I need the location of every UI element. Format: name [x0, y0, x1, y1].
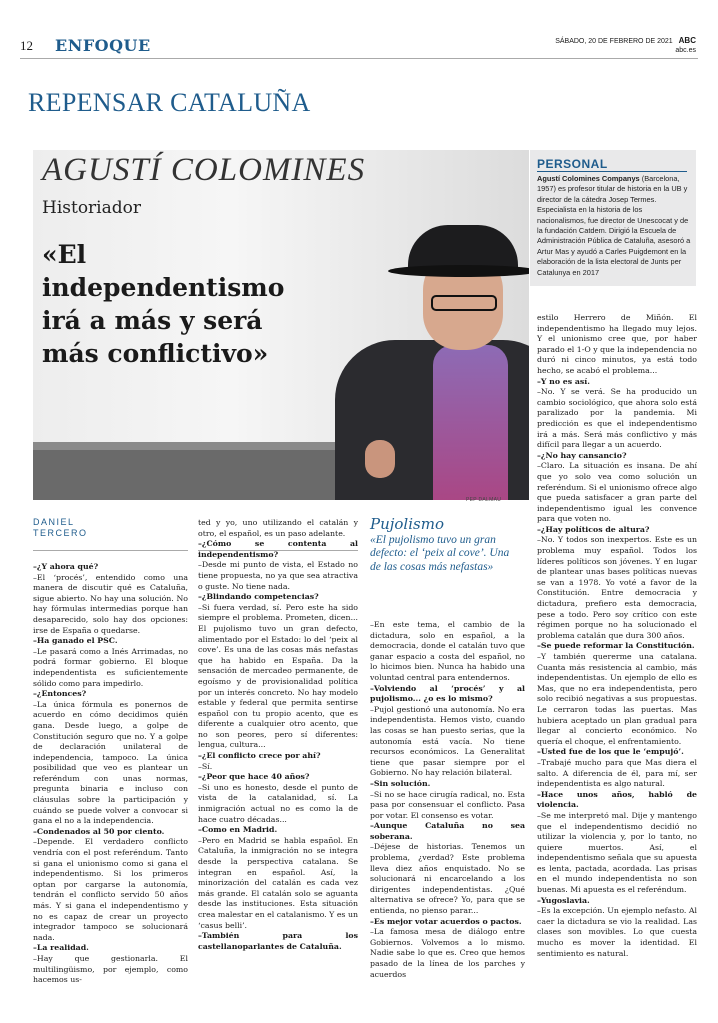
interview-question: –Es mejor votar acuerdos o pactos.	[370, 916, 522, 926]
interview-answer: –Es la excepción. Un ejemplo nefasto. Al caer la dictadura se vio la realidad. Las clases son movibles. Lo que cuesta mucho es mover la identidad. El sentimiento es natural.	[537, 906, 697, 958]
interview-answer: –Desde mi punto de vista, el Estado no tiene propuesta, no ya que sea atractiva o guste. No tiene nada.	[198, 560, 358, 591]
interview-answer: –Depende. El verdadero conflicto vendría con el post referéndum. Tanto si gana el unionismo como si gana el independentismo. Si los primeros optan por cargarse la autonomía, tendrán el conflicto servido 50 años más. Y si gana el independentismo y no es capaz de crear un proyecto integrador tampoco se solucionará nada.	[33, 837, 188, 942]
interview-question: –¿No hay cansancio?	[537, 450, 627, 460]
interview-answer: –La famosa mesa de diálogo entre Gobiernos. Volvemos a lo mismo. Nadie sabe lo que es. Creo que hemos pasado de la línea de los parches y acuerdos	[370, 927, 525, 979]
interview-question: –Como en Madrid.	[198, 825, 278, 835]
pullquote-title: Pujolismo	[370, 515, 444, 533]
interview-question: –¿Cómo se contenta al independentismo?	[198, 539, 358, 559]
interview-answer: –El ‘procés’, entendido como una manera de discutir qué es Cataluña, sigue abierto. No hay una solución. No hay fórmulas intermedias porque han desaparecido, solo hay dos opciones: irse de España o quedarse.	[33, 572, 188, 635]
author-last-name: TERCERO	[33, 528, 88, 538]
photo-credit: PEP DALMAU	[466, 497, 502, 503]
interview-question: –Aunque Cataluña no sea soberana.	[370, 821, 525, 841]
byline-divider	[33, 550, 188, 551]
interview-question: –¿Peor que hace 40 años?	[198, 772, 310, 782]
interview-answer: –Pujol gestionó una autonomía. No era independentista. Hemos visto, cuando las cosas se han puesto serias, que la autonomía está vacía. No tiene recursos económicos. La Generalitat tiene que pasar siempre por el Gobierno. No hay relación bilateral.	[370, 704, 525, 778]
interview-question: –¿Entonces?	[33, 689, 87, 699]
article-column-1	[33, 562, 188, 986]
author-first-name: DANIEL	[33, 517, 75, 527]
interview-answer: –Le pasará como a Inés Arrimadas, no podrá formar gobierno. El bloque independentista es suficientemente sólido como para impedirlo.	[33, 646, 188, 688]
profile-bio: (Barcelona, 1957) es profesor titular de historia en la UB y director de la cátedra Josep Termes. Especialista en la historia de los nacionalismos, fue director de Unescocat y de la fundación Catdem. Dirigió la Escuela de Administración Pública de Cataluña, asesoró a Artur Mas y ayudó a Carles Puigdemont en la elaboración de la lista electoral de Junts per Catalunya en 2017	[537, 174, 691, 277]
interview-answer: –Déjese de historias. Tenemos un problema, ¿verdad? Este problema lleva diez años enquistado. No se solucionará ni encarcelando a los dirigentes independentistas. ¿Qué alternativa se ofrece? Yo, para que se entienda, no pienso parar...	[370, 842, 525, 916]
interview-answer: ted y yo, uno utilizando el catalán y otro, el español, es un paso adelante.	[198, 518, 358, 538]
interview-answer: –Sí.	[198, 761, 213, 771]
headline: «El independentismo irá a más y será más conflictivo»	[42, 240, 285, 368]
pullquote-text: «El pujolismo tuvo un gran defecto: el ‘peix al cove’. Una de las cosas más nefastas»	[370, 534, 510, 573]
profile-name: Agustí Colomines Companys	[537, 174, 640, 183]
date-text: SÁBADO, 20 DE FEBRERO DE 2021	[555, 38, 673, 45]
interview-answer: –En este tema, el cambio de la dictadura, solo en español, a la democracia, donde el catalán tuvo que ganar espacio a costa del español, no lo hicimos bien. Nunca ha habido una voluntad central para entendernos.	[370, 620, 525, 682]
profile-box-title: PERSONAL	[537, 157, 608, 171]
profile-box-text	[537, 174, 691, 278]
profile-box-divider	[537, 171, 687, 172]
interview-answer: –Y también quererme una catalana. Cuanta más resistencia al cambio, más independentistas. Un ejemplo de ello es Mas, que no era independentista, pero solo recibió negativas a sus propuestas. Le cerraron todas las puertas. Mas hubiera aceptado un plan gradual para llegar al concierto económico. No quería el choque, el enfrentamiento.	[537, 652, 697, 746]
interviewee-name: AGUSTÍ COLOMINES	[42, 152, 366, 188]
site-link[interactable]: abc.es	[675, 47, 696, 54]
interview-question: –Sin solución.	[370, 778, 431, 788]
section-title: ENFOQUE	[55, 36, 151, 55]
interview-answer: –Si fuera verdad, sí. Pero este ha sido siempre el problema. Prometen, dicen... El pujolismo tuvo un gran defecto, alimentado por el Estado: lo del ‘peix al cove’. Es una de las cosas más nefastas que ha habido en España. Da la sensación de mercadeo permanente, de egoísmo y de provisionalidad política por un interés concreto. No hay modelo estable y federal que permita sentirse español con tu propio acento, que es diferente a cualquier otro acento, que no son peores, pero sí diferentes: lengua, cultura...	[198, 602, 358, 750]
interviewee-role: Historiador	[42, 198, 141, 218]
page-number: 12	[20, 38, 33, 53]
interview-question: –También para los castellanoparlantes de Cataluña.	[198, 931, 358, 951]
interview-question: –Yugoslavia.	[537, 895, 590, 905]
interview-question: –Condenados al 50 por ciento.	[33, 826, 165, 836]
interview-question: –Hace unos años, habló de violencia.	[537, 789, 697, 810]
byline	[33, 517, 88, 539]
interview-question: –¿Y ahora qué?	[33, 562, 99, 571]
series-kicker: REPENSAR CATALUÑA	[28, 88, 311, 117]
interview-question: –La realidad.	[33, 943, 89, 953]
interview-answer: –Claro. La situación es insana. De ahí que yo solo vea como solución un referéndum. Si el unionismo ofrece algo que pueda satisfacer a gran parte del independentismo igual les convence para que voten no.	[537, 461, 697, 524]
interview-answer: –Hay que gestionarla. El multilingüismo, por ejemplo, como hacemos us-	[33, 953, 188, 985]
interview-question: –Se puede reformar la Constitución.	[537, 641, 695, 651]
issue-date	[555, 36, 696, 55]
article-column-2	[198, 518, 358, 952]
interview-answer: –Trabajé mucho para que Mas diera el salto. A diferencia de él, para mí, ser independentista es algo natural.	[537, 757, 697, 789]
interview-answer: –La única fórmula es ponernos de acuerdo en cómo decidimos quién gana. Desde luego, a golpe de Constitución seguro que no. Y a golpe de declaración unilateral de independencia, tampoco. La única posibilidad que veo es plantear un referéndum con unas normas, pregunta binaria e incluso con cláusulas sobre la participación y cuándo se puede volver a convocar si gana el no a la independencia.	[33, 699, 188, 826]
interview-answer: –Se me interpretó mal. Dije y mantengo que el independentismo decidió no utilizar la violencia y, por lo tanto, no quiere muertos. Así, el independentismo señala que su apuesta es lenta, pactada, acordada. Las prisas en el mundo independentista no son buenas. Mi apuesta es el referéndum.	[537, 810, 697, 895]
interview-question: –Y no es así.	[537, 376, 590, 386]
article-column-3	[370, 620, 525, 980]
interview-question: –Volviendo al ‘procés’ y al pujolismo... ¿o es lo mismo?	[370, 683, 525, 704]
interview-answer: –Pero en Madrid se habla español. En Cataluña, la inmigración no se integra desde la perspectiva catalana. Se integran en español. Así, la minorización del catalán es cada vez más grande. El catalán solo se aguanta desde las instituciones. Esta situación crea malestar en el catalanismo. Y es un ‘casus belli’.	[198, 835, 358, 930]
brand-logo: ABC	[678, 36, 696, 45]
interview-answer: estilo Herrero de Miñón. El independentismo ha llegado muy lejos. Y el unionismo cree que, por haber parado el 1-O y que la independencia no duró ni cinco minutos, ya está todo hecho, se acabó el problema...	[537, 313, 697, 375]
interview-question: –¿El conflicto crece por ahí?	[198, 751, 321, 761]
interview-question: –Usted fue de los que le ‘empujó’.	[537, 747, 684, 757]
interview-answer: –Si no se hace cirugía radical, no. Esta pasa por consensuar el conflicto. Pasa por votar. El consenso es votar.	[370, 789, 525, 820]
interview-question: –Ha ganado el PSC.	[33, 636, 118, 646]
header-divider	[20, 58, 698, 59]
interview-question: –¿Hay políticos de altura?	[537, 524, 650, 534]
interview-answer: –No. Y todos son inexpertos. Este es un problema muy español. Todos los líderes políticos son jóvenes. Y en lugar de plantear unas bases políticas nuevas se van a 1978. Yo voté a favor de la Constitución. Entre democracia y dictadura, prefiero esta democracia, pese a todo. Pero soy crítico con este régimen porque no ha solucionado el problema catalán que dura 300 años.	[537, 535, 697, 640]
interview-answer: –Si uno es honesto, desde el punto de vista de la catalanidad, sí. La inmigración actual no es como la de hace cuatro décadas...	[198, 782, 358, 824]
article-column-4	[537, 313, 697, 959]
interview-question: –¿Blindando competencias?	[198, 592, 319, 602]
interview-answer: –No. Y se verá. Se ha producido un cambio sociológico, que ahora solo está paralizado por la pandemia. Mi predicción es que el independentismo irá a más. Será más conflictivo y más difícil para llegar a un acuerdo.	[537, 387, 697, 450]
